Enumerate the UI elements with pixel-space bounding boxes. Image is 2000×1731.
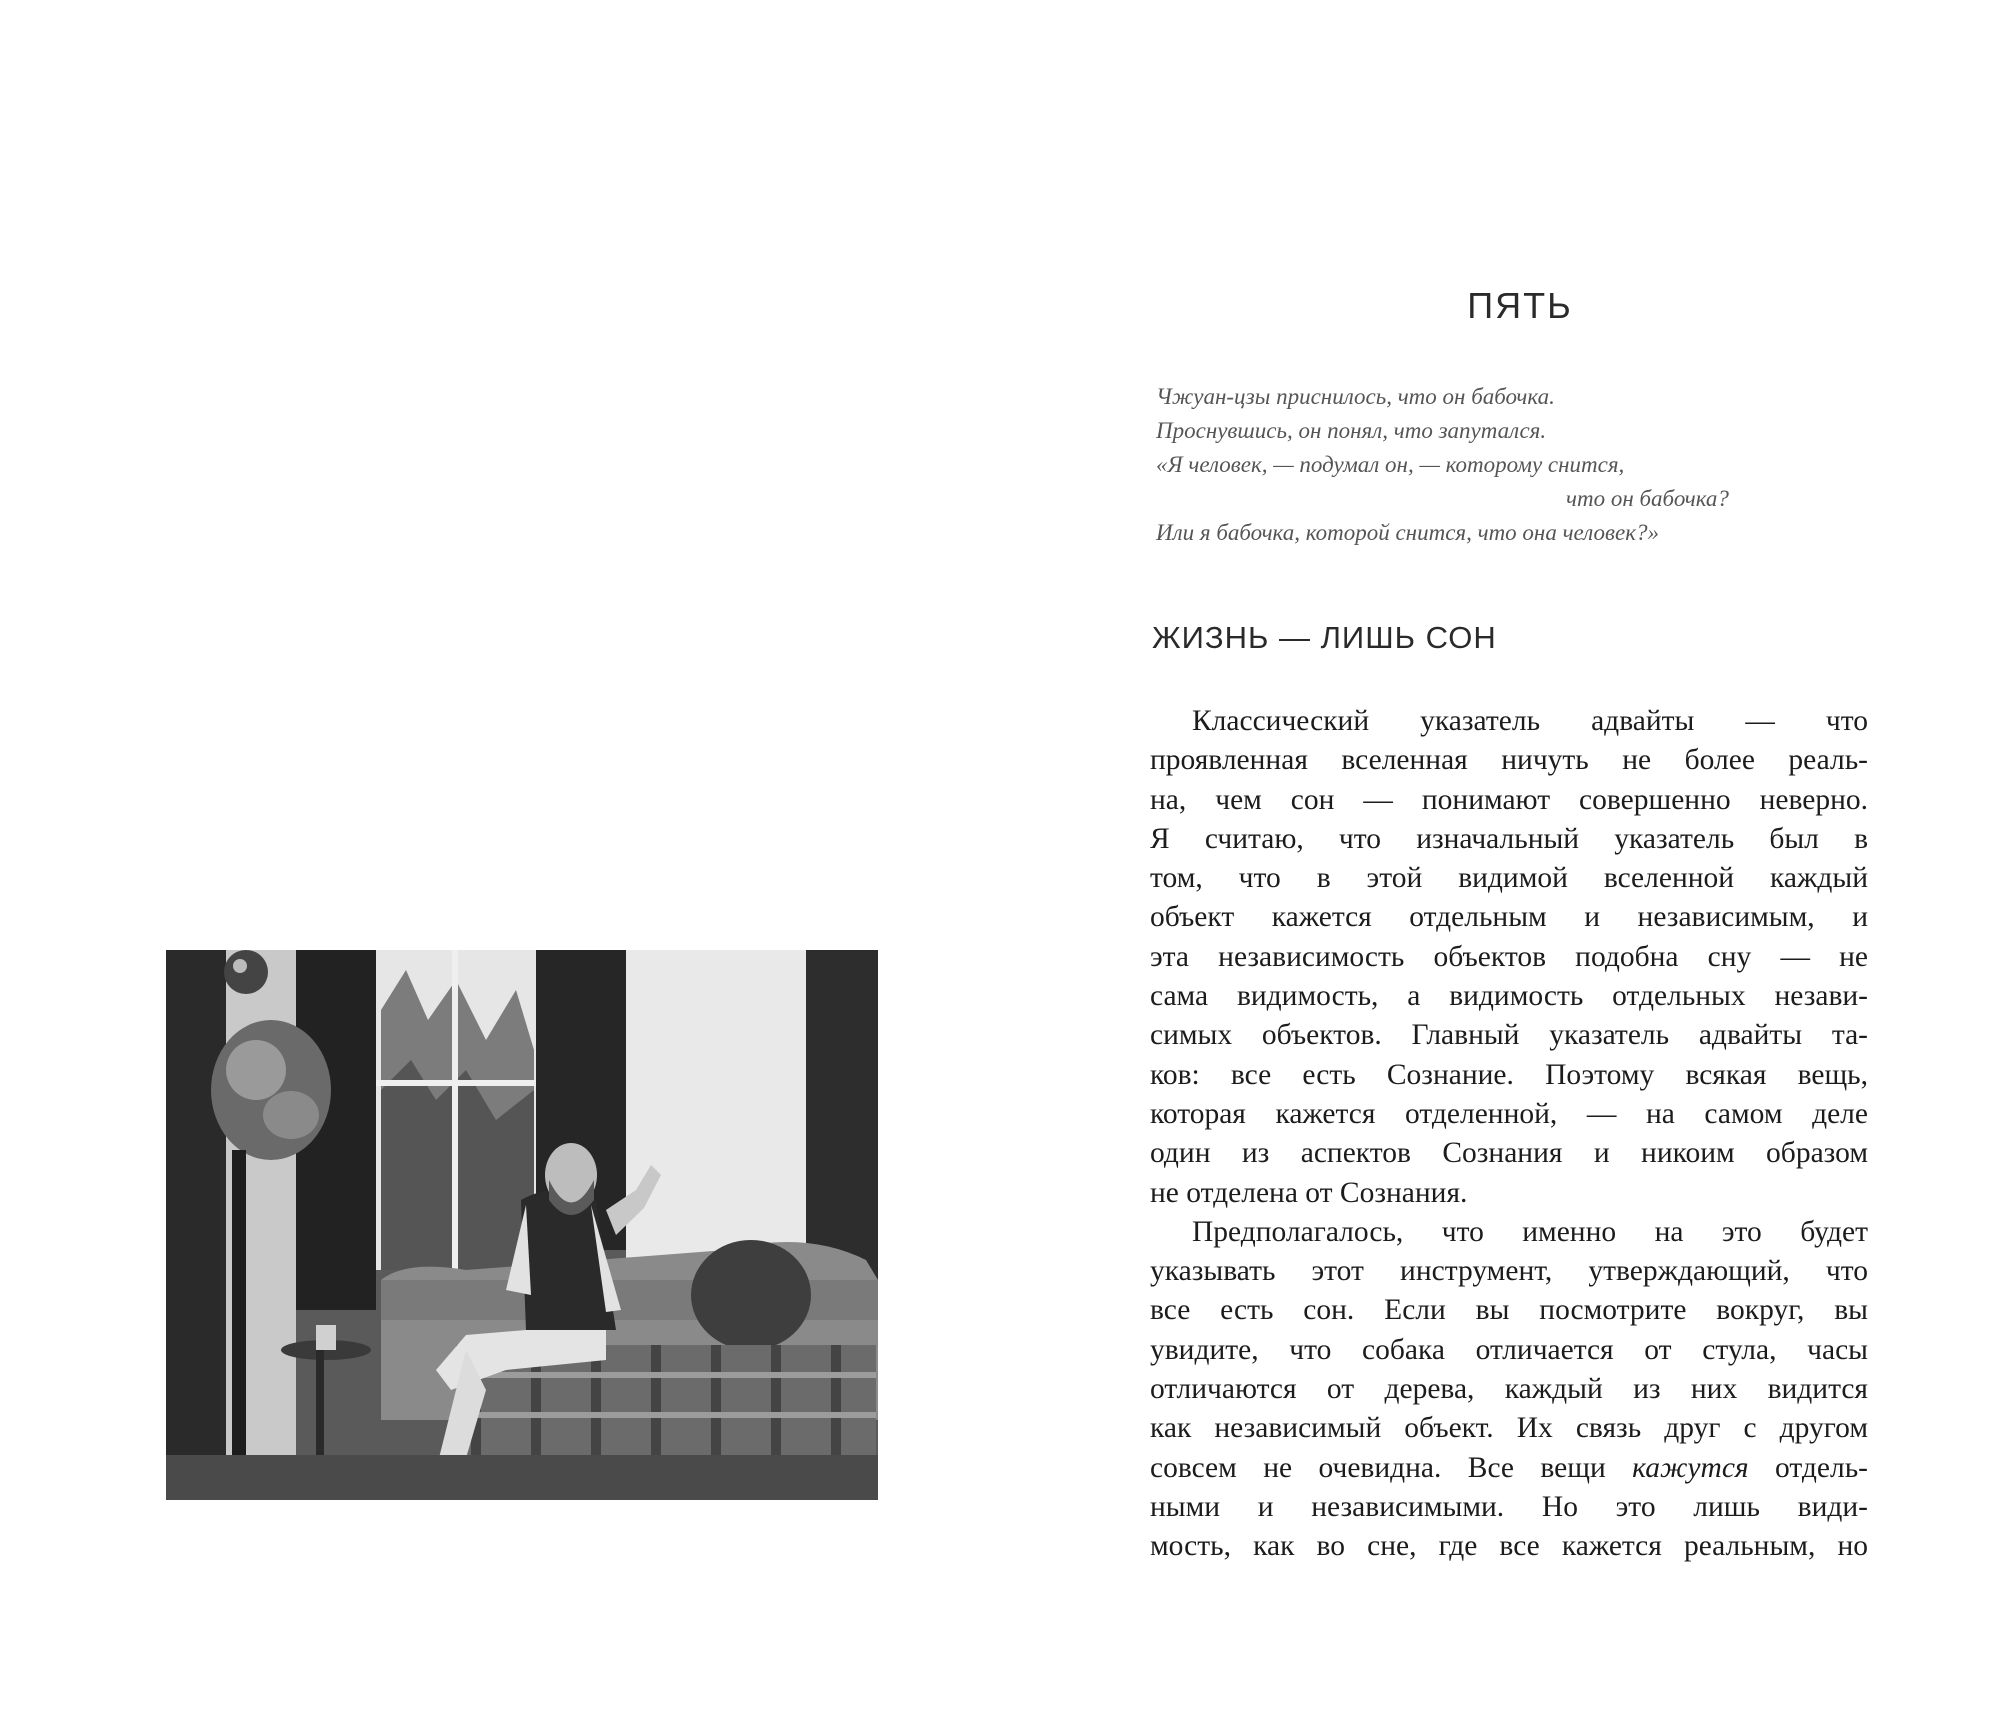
- photograph: [166, 950, 878, 1500]
- chapter-number: ПЯТЬ: [1467, 285, 1573, 326]
- text-line: том, что в этой видимой вселенной каждый: [1150, 862, 1868, 895]
- text-line: не отделена от Сознания.: [1150, 1176, 1468, 1209]
- epigraph-line: Проснувшись, он понял, что запутался.: [1156, 418, 1547, 443]
- text-line: эта независимость объектов подобна сну — не: [1150, 940, 1868, 973]
- text-line: указывать этот инструмент, утверждающий, что: [1150, 1255, 1868, 1288]
- body-text: [1150, 702, 1868, 1567]
- epigraph-line: Или я бабочка, которой снится, что она человек?»: [1156, 520, 1659, 545]
- epigraph: [1156, 380, 1756, 550]
- text-line: Классический указатель адвайты — что: [1192, 705, 1868, 737]
- text-line: которая кажется отделенной, — на самом деле: [1150, 1097, 1868, 1130]
- text-line: [1150, 1449, 1868, 1488]
- text-line: на, чем сон — понимают совершенно неверно.: [1150, 783, 1868, 816]
- text-line: один из аспектов Сознания и никоим образом: [1150, 1137, 1868, 1170]
- epigraph-line: «Я человек, — подумал он, — которому снится,: [1156, 452, 1625, 477]
- text-fragment: совсем не очевидна. Все вещи: [1150, 1451, 1633, 1484]
- text-line: сама видимость, а видимость отдельных незави-: [1150, 980, 1868, 1013]
- text-line: объект кажется отдельным и независимым, и: [1150, 901, 1868, 934]
- section-title: ЖИЗНЬ — ЛИШЬ СОН: [1152, 620, 1497, 655]
- text-line: увидите, что собака отличается от стула, часы: [1150, 1333, 1868, 1366]
- text-line: симых объектов. Главный указатель адвайты та-: [1150, 1019, 1868, 1052]
- text-line: Я считаю, что изначальный указатель был в: [1150, 822, 1868, 855]
- epigraph-line: Чжуан-цзы приснилось, что он бабочка.: [1156, 384, 1555, 409]
- emphasized-word: кажутся: [1632, 1451, 1749, 1484]
- photo-illustration: [166, 950, 878, 1500]
- text-fragment: отдель-: [1748, 1451, 1869, 1484]
- text-line: Предполагалось, что именно на это будет: [1192, 1215, 1868, 1248]
- epigraph-line: что он бабочка?: [1566, 486, 1729, 511]
- text-line: отличаются от дерева, каждый из них видится: [1150, 1373, 1868, 1406]
- text-line: проявленная вселенная ничуть не более реаль-: [1150, 744, 1868, 777]
- text-line: как независимый объект. Их связь друг с другом: [1150, 1412, 1868, 1445]
- text-line: мость, как во сне, где все кажется реальным, но: [1150, 1530, 1868, 1563]
- text-line: ными и независимыми. Но это лишь види-: [1150, 1490, 1868, 1523]
- text-line: ков: все есть Сознание. Поэтому всякая вещь,: [1150, 1058, 1868, 1091]
- text-line: все есть сон. Если вы посмотрите вокруг, вы: [1150, 1294, 1868, 1327]
